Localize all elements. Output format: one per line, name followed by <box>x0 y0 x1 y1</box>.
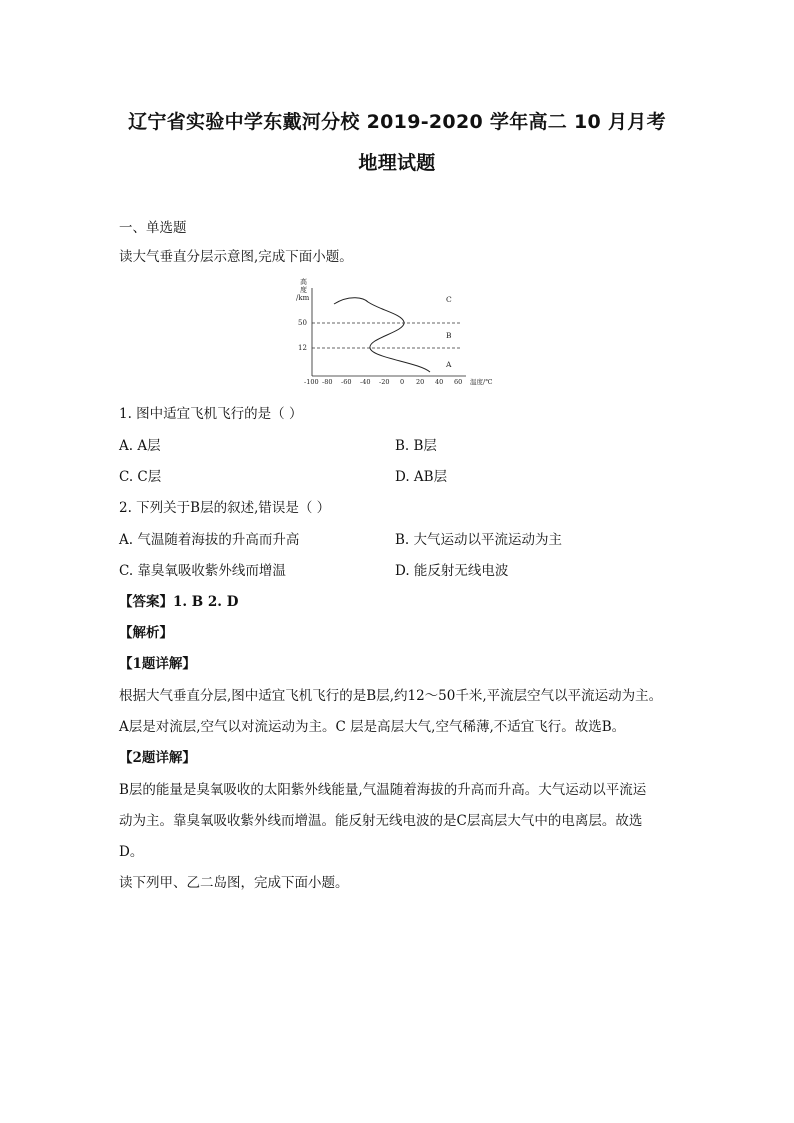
q2-detail-line: D。 <box>119 844 144 860</box>
ylabel-unit: /km <box>296 294 310 302</box>
section-heading: 一、单选题 <box>119 220 187 236</box>
q1-option-a: A. A层 <box>119 438 161 454</box>
q2-option-d: D. 能反射无线电波 <box>395 563 509 579</box>
q1-detail-line: 根据大气垂直分层,图中适宜飞机飞行的是B层,约12～50千米,平流层空气以平流运动为主。 <box>119 688 663 704</box>
q1-stem: 1. 图中适宜飞机飞行的是（ ） <box>119 406 303 422</box>
q2-option-a: A. 气温随着海拔的升高而升高 <box>119 532 300 548</box>
xtick: 60 <box>454 378 463 386</box>
q2-detail-heading: 【2题详解】 <box>119 750 196 766</box>
question-intro: 读大气垂直分层示意图,完成下面小题。 <box>119 249 353 265</box>
q2-detail-line: 动为主。靠臭氧吸收紫外线而增温。能反射无线电波的是C层高层大气中的电离层。故选 <box>119 813 643 829</box>
xtick: 0 <box>400 378 405 386</box>
q1-option-b: B. B层 <box>395 438 437 454</box>
xtick: -20 <box>379 378 390 386</box>
layer-label-a: A <box>446 360 452 369</box>
q1-detail-heading: 【1题详解】 <box>119 656 196 672</box>
answer-line: 【答案】1. B 2. D <box>119 594 239 610</box>
atmosphere-layer-diagram <box>290 276 508 390</box>
xtick: -40 <box>360 378 371 386</box>
layer-label-c: C <box>446 295 452 304</box>
q2-stem: 2. 下列关于B层的叙述,错误是（ ） <box>119 500 331 516</box>
xtick: 20 <box>416 378 425 386</box>
xtick: -100 <box>304 378 319 386</box>
next-question-intro: 读下列甲、乙二岛图，完成下面小题。 <box>119 875 349 891</box>
q2-detail-line: B层的能量是臭氧吸收的太阳紫外线能量,气温随着海拔的升高而升高。大气运动以平流运 <box>119 782 647 798</box>
doc-title-line2: 地理试题 <box>358 152 436 174</box>
ytick-50: 50 <box>298 319 307 327</box>
q1-option-c: C. C层 <box>119 469 162 485</box>
q1-detail-line: A层是对流层,空气以对流运动为主。C 层是高层大气,空气稀薄,不适宜飞行。故选B。 <box>119 719 626 735</box>
xtick: -80 <box>322 378 333 386</box>
xtick: 40 <box>435 378 444 386</box>
xlabel: 温度/℃ <box>470 378 493 386</box>
doc-title-line1: 辽宁省实验中学东戴河分校 2019-2020 学年高二 10 月月考 <box>128 111 666 133</box>
temperature-curve <box>334 298 430 372</box>
xtick: -60 <box>341 378 352 386</box>
ytick-12: 12 <box>298 344 307 352</box>
layer-label-b: B <box>446 331 452 340</box>
ylabel-char-1: 高 <box>300 278 307 286</box>
q2-option-c: C. 靠臭氧吸收紫外线而增温 <box>119 563 286 579</box>
ylabel-char-2: 度 <box>300 286 307 294</box>
q1-option-d: D. AB层 <box>395 469 448 485</box>
q2-option-b: B. 大气运动以平流运动为主 <box>395 532 563 548</box>
analysis-heading: 【解析】 <box>119 625 173 641</box>
